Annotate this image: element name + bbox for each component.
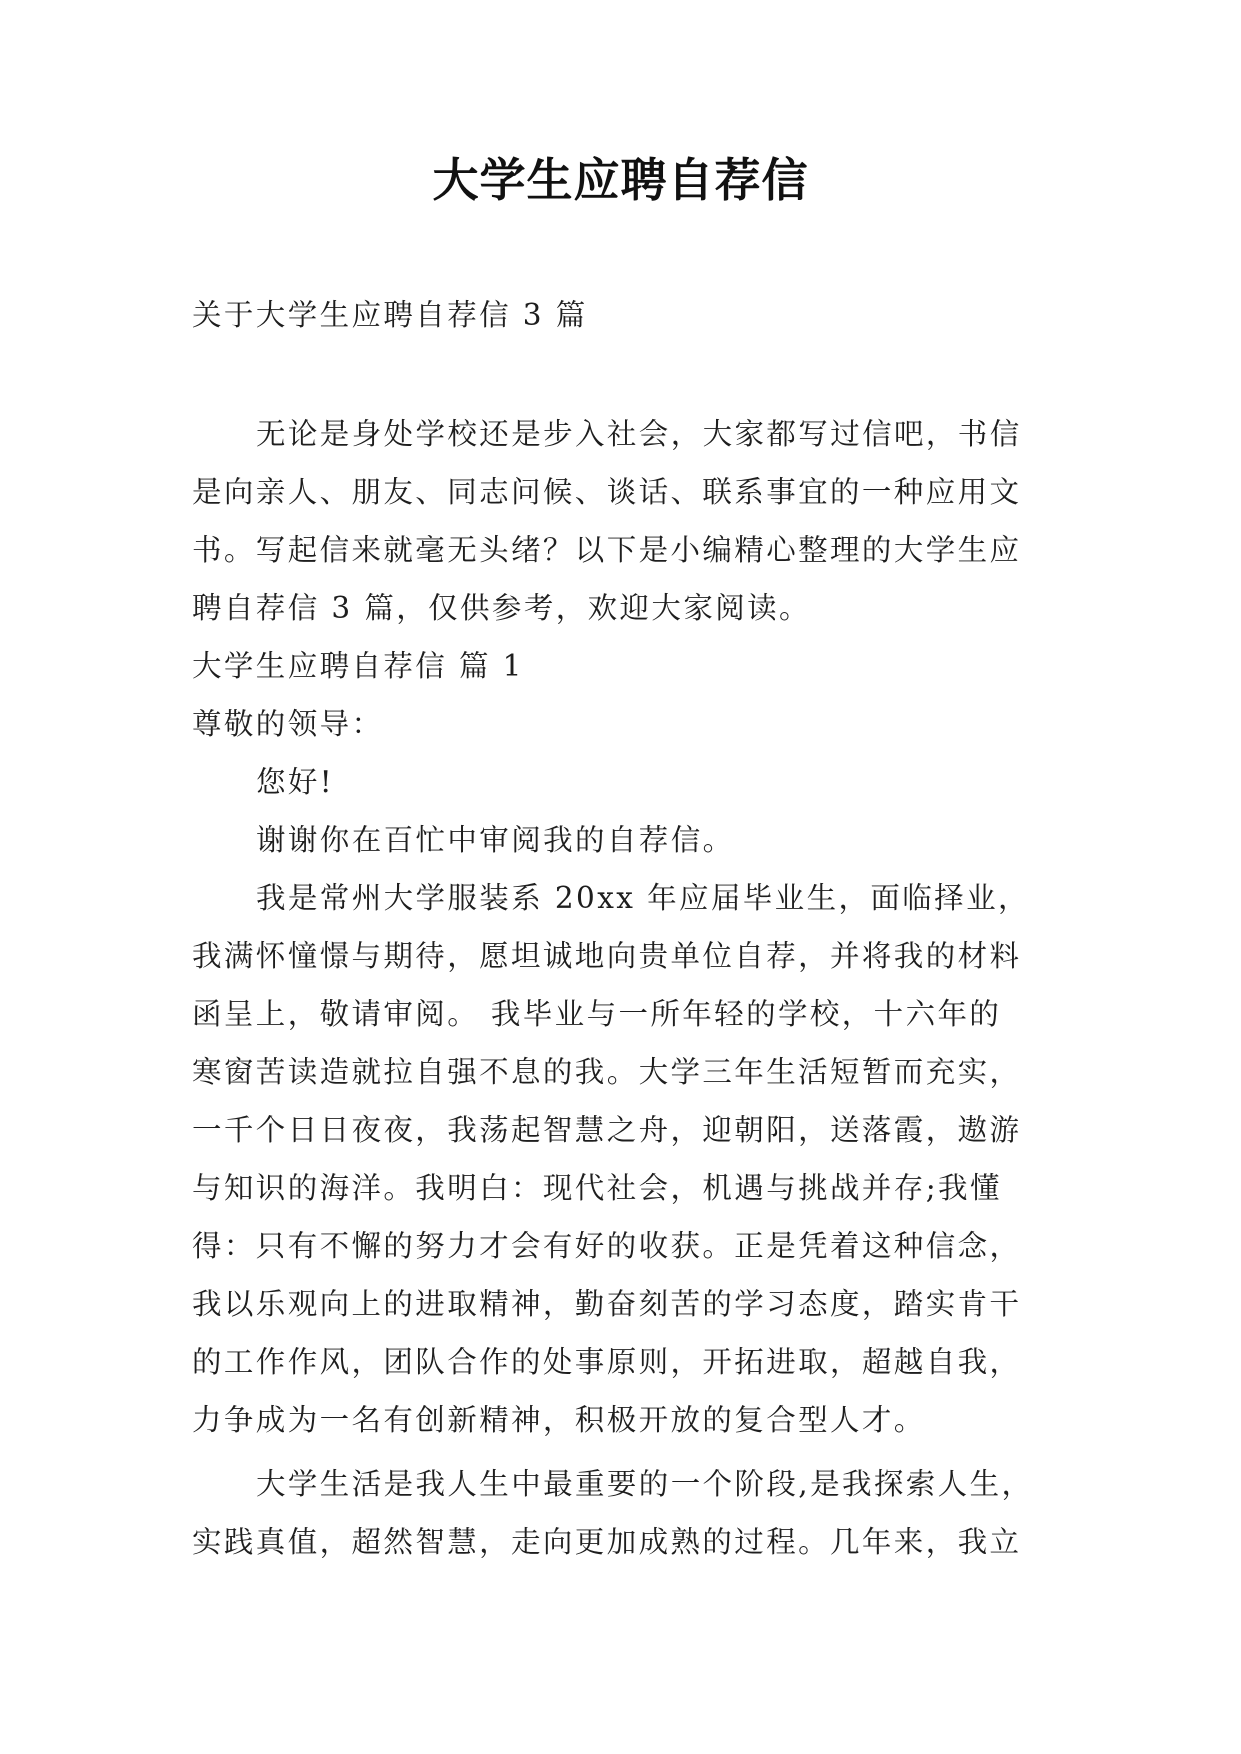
paragraph-line: 实践真值，超然智慧，走向更加成熟的过程。几年来，我立 (192, 1525, 1022, 1559)
paragraph-line: 函呈上，敬请审阅。 我毕业与一所年轻的学校，十六年的 (192, 997, 1002, 1031)
paragraph-line: 与知识的海洋。我明白：现代社会，机遇与挑战并存;我懂 (192, 1171, 1002, 1205)
paragraph-line: 寒窗苦读造就拉自强不息的我。大学三年生活短暂而充实， (192, 1055, 1022, 1089)
document-subtitle: 关于大学生应聘自荐信 3 篇 (192, 298, 588, 332)
document-body (192, 290, 1062, 1571)
paragraph-line: 我满怀憧憬与期待，愿坦诚地向贵单位自荐，并将我的材料 (192, 939, 1022, 973)
paragraph-line: 我以乐观向上的进取精神，勤奋刻苦的学习态度，踏实肯干 (192, 1287, 1022, 1321)
paragraph-line: 大学生活是我人生中最重要的一个阶段,是我探索人生， (256, 1467, 1034, 1501)
intro-paragraph (192, 405, 1062, 637)
thanks-line: 谢谢你在百忙中审阅我的自荐信。 (256, 823, 735, 857)
paragraph-line: 得：只有不懈的努力才会有好的收获。正是凭着这种信念， (192, 1229, 1022, 1263)
document-title: 大学生应聘自荐信 (432, 153, 809, 207)
paragraph-line: 力争成为一名有创新精神，积极开放的复合型人才。 (192, 1403, 926, 1437)
paragraph-1 (192, 869, 1062, 1449)
paragraph-line: 我是常州大学服装系 20xx 年应届毕业生，面临择业， (256, 881, 1030, 915)
salutation: 尊敬的领导： (192, 707, 384, 741)
intro-line: 是向亲人、朋友、同志问候、谈话、联系事宜的一种应用文 (192, 475, 1022, 509)
intro-line: 聘自荐信 3 篇，仅供参考，欢迎大家阅读。 (192, 591, 811, 625)
intro-line: 无论是身处学校还是步入社会，大家都写过信吧，书信 (256, 417, 1022, 451)
paragraph-2 (192, 1455, 1062, 1571)
greeting: 您好! (256, 765, 335, 799)
paragraph-line: 的工作作风，团队合作的处事原则，开拓进取，超越自我， (192, 1345, 1022, 1379)
intro-line: 书。写起信来就毫无头绪？以下是小编精心整理的大学生应 (192, 533, 1022, 567)
section-heading: 大学生应聘自荐信 篇 1 (192, 649, 524, 683)
paragraph-line: 一千个日日夜夜，我荡起智慧之舟，迎朝阳，送落霞，遨游 (192, 1113, 1022, 1147)
